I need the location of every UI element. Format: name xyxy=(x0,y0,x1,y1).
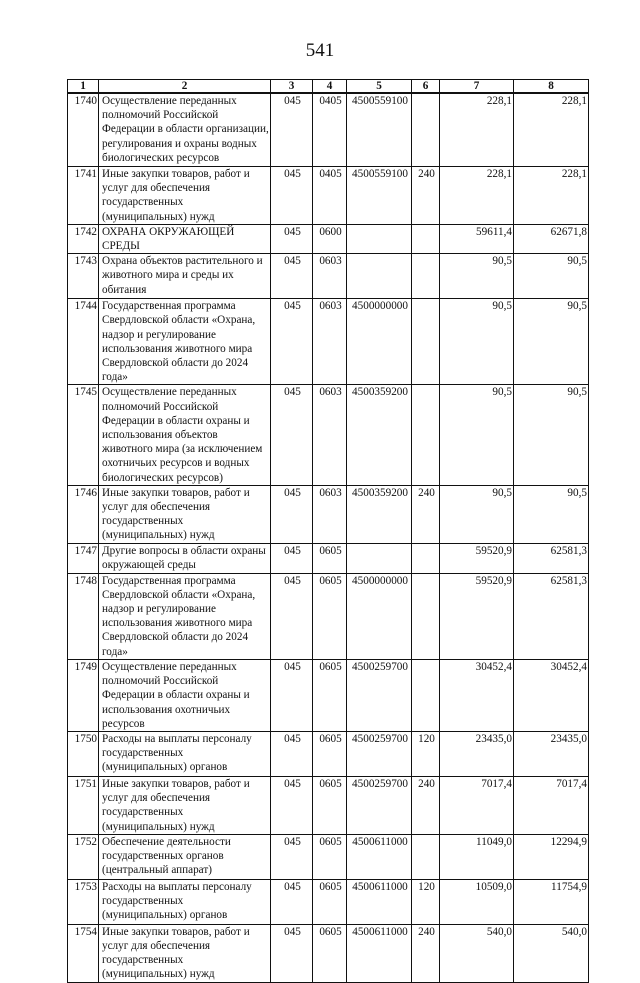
row-number-cell: 1747 xyxy=(68,543,99,573)
table-row xyxy=(68,834,589,879)
amount-year2-cell: 62671,8 xyxy=(514,224,589,253)
table-row xyxy=(68,224,589,253)
target-article-cell xyxy=(347,543,412,573)
row-number-cell: 1744 xyxy=(68,299,99,385)
target-article-cell: 4500000000 xyxy=(347,573,412,659)
ministry-code-cell: 045 xyxy=(271,485,313,543)
column-header-8: 8 xyxy=(514,80,589,94)
table-row xyxy=(68,776,589,834)
section-code-cell: 0405 xyxy=(313,167,347,225)
expense-type-cell xyxy=(412,834,440,879)
expense-type-cell xyxy=(412,93,440,167)
amount-year1-cell: 90,5 xyxy=(440,485,514,543)
row-number-cell: 1752 xyxy=(68,834,99,879)
item-name-cell: Расходы на выплаты персоналу государственных (муниципальных) органов xyxy=(99,879,271,924)
item-name-cell: Другие вопросы в области охраны окружающей среды xyxy=(99,543,271,573)
amount-year1-cell: 59520,9 xyxy=(440,543,514,573)
section-code-cell: 0605 xyxy=(313,731,347,776)
expense-type-cell: 240 xyxy=(412,485,440,543)
row-number-cell: 1740 xyxy=(68,93,99,167)
amount-year2-cell: 62581,3 xyxy=(514,573,589,659)
amount-year1-cell: 90,5 xyxy=(440,299,514,385)
amount-year2-cell: 90,5 xyxy=(514,254,589,299)
ministry-code-cell: 045 xyxy=(271,731,313,776)
table-body xyxy=(68,93,589,982)
column-header-4: 4 xyxy=(313,80,347,94)
table-row xyxy=(68,254,589,299)
row-number-cell: 1742 xyxy=(68,224,99,253)
section-code-cell: 0605 xyxy=(313,879,347,924)
amount-year1-cell: 59520,9 xyxy=(440,573,514,659)
page-number: 541 xyxy=(305,40,335,61)
table-row xyxy=(68,879,589,924)
item-name-cell: Иные закупки товаров, работ и услуг для обеспечения государственных (муниципальных) нужд xyxy=(99,776,271,834)
table-header-row xyxy=(68,80,589,94)
expense-type-cell: 120 xyxy=(412,879,440,924)
row-number-cell: 1753 xyxy=(68,879,99,924)
column-header-6: 6 xyxy=(412,80,440,94)
expense-type-cell: 120 xyxy=(412,731,440,776)
amount-year2-cell: 23435,0 xyxy=(514,731,589,776)
section-code-cell: 0603 xyxy=(313,254,347,299)
table-row xyxy=(68,543,589,573)
column-header-1: 1 xyxy=(68,80,99,94)
target-article-cell: 4500000000 xyxy=(347,299,412,385)
item-name-cell: Осуществление переданных полномочий Российской Федерации в области организации, регулирования и охраны водных биологических ресурсов xyxy=(99,93,271,167)
ministry-code-cell: 045 xyxy=(271,834,313,879)
section-code-cell: 0605 xyxy=(313,834,347,879)
column-header-7: 7 xyxy=(440,80,514,94)
table-row xyxy=(68,385,589,485)
target-article-cell: 4500259700 xyxy=(347,659,412,731)
row-number-cell: 1746 xyxy=(68,485,99,543)
item-name-cell: Расходы на выплаты персоналу государственных (муниципальных) органов xyxy=(99,731,271,776)
amount-year1-cell: 11049,0 xyxy=(440,834,514,879)
row-number-cell: 1751 xyxy=(68,776,99,834)
row-number-cell: 1745 xyxy=(68,385,99,485)
ministry-code-cell: 045 xyxy=(271,224,313,253)
section-code-cell: 0603 xyxy=(313,485,347,543)
item-name-cell: Иные закупки товаров, работ и услуг для обеспечения государственных (муниципальных) нужд xyxy=(99,924,271,982)
amount-year1-cell: 228,1 xyxy=(440,167,514,225)
amount-year2-cell: 90,5 xyxy=(514,385,589,485)
expense-type-cell xyxy=(412,543,440,573)
table-row xyxy=(68,167,589,225)
table-row xyxy=(68,299,589,385)
ministry-code-cell: 045 xyxy=(271,924,313,982)
row-number-cell: 1749 xyxy=(68,659,99,731)
ministry-code-cell: 045 xyxy=(271,254,313,299)
row-number-cell: 1741 xyxy=(68,167,99,225)
section-code-cell: 0405 xyxy=(313,93,347,167)
amount-year1-cell: 10509,0 xyxy=(440,879,514,924)
amount-year1-cell: 59611,4 xyxy=(440,224,514,253)
section-code-cell: 0605 xyxy=(313,924,347,982)
item-name-cell: Осуществление переданных полномочий Российской Федерации в области охраны и использования объектов животного мира (за исключением охотничьих ресурсов и водных биологических ресурсов) xyxy=(99,385,271,485)
row-number-cell: 1743 xyxy=(68,254,99,299)
expense-type-cell xyxy=(412,385,440,485)
target-article-cell: 4500611000 xyxy=(347,924,412,982)
amount-year1-cell: 7017,4 xyxy=(440,776,514,834)
table-row xyxy=(68,924,589,982)
item-name-cell: Государственная программа Свердловской области «Охрана, надзор и регулирование использования животного мира Свердловской области до 2024 года» xyxy=(99,573,271,659)
target-article-cell: 4500259700 xyxy=(347,776,412,834)
target-article-cell: 4500559100 xyxy=(347,93,412,167)
table-row xyxy=(68,659,589,731)
ministry-code-cell: 045 xyxy=(271,879,313,924)
target-article-cell: 4500559100 xyxy=(347,167,412,225)
ministry-code-cell: 045 xyxy=(271,167,313,225)
expense-type-cell: 240 xyxy=(412,167,440,225)
target-article-cell xyxy=(347,224,412,253)
amount-year2-cell: 228,1 xyxy=(514,167,589,225)
amount-year2-cell: 90,5 xyxy=(514,299,589,385)
expense-type-cell: 240 xyxy=(412,924,440,982)
amount-year1-cell: 90,5 xyxy=(440,385,514,485)
ministry-code-cell: 045 xyxy=(271,299,313,385)
amount-year2-cell: 12294,9 xyxy=(514,834,589,879)
amount-year2-cell: 540,0 xyxy=(514,924,589,982)
table-row xyxy=(68,485,589,543)
section-code-cell: 0600 xyxy=(313,224,347,253)
expense-type-cell xyxy=(412,254,440,299)
amount-year2-cell: 62581,3 xyxy=(514,543,589,573)
amount-year2-cell: 11754,9 xyxy=(514,879,589,924)
amount-year2-cell: 7017,4 xyxy=(514,776,589,834)
expense-type-cell: 240 xyxy=(412,776,440,834)
section-code-cell: 0605 xyxy=(313,776,347,834)
expense-type-cell xyxy=(412,224,440,253)
amount-year1-cell: 90,5 xyxy=(440,254,514,299)
target-article-cell: 4500611000 xyxy=(347,879,412,924)
ministry-code-cell: 045 xyxy=(271,659,313,731)
row-number-cell: 1748 xyxy=(68,573,99,659)
section-code-cell: 0603 xyxy=(313,299,347,385)
ministry-code-cell: 045 xyxy=(271,543,313,573)
row-number-cell: 1754 xyxy=(68,924,99,982)
budget-table xyxy=(67,79,589,983)
item-name-cell: Обеспечение деятельности государственных органов (центральный аппарат) xyxy=(99,834,271,879)
amount-year2-cell: 228,1 xyxy=(514,93,589,167)
section-code-cell: 0605 xyxy=(313,543,347,573)
item-name-cell: Иные закупки товаров, работ и услуг для обеспечения государственных (муниципальных) нужд xyxy=(99,485,271,543)
amount-year1-cell: 540,0 xyxy=(440,924,514,982)
target-article-cell: 4500259700 xyxy=(347,731,412,776)
column-header-3: 3 xyxy=(271,80,313,94)
row-number-cell: 1750 xyxy=(68,731,99,776)
column-header-2: 2 xyxy=(99,80,271,94)
expense-type-cell xyxy=(412,299,440,385)
target-article-cell: 4500359200 xyxy=(347,385,412,485)
section-code-cell: 0605 xyxy=(313,659,347,731)
target-article-cell: 4500611000 xyxy=(347,834,412,879)
item-name-cell: ОХРАНА ОКРУЖАЮЩЕЙ СРЕДЫ xyxy=(99,224,271,253)
amount-year2-cell: 30452,4 xyxy=(514,659,589,731)
item-name-cell: Осуществление переданных полномочий Российской Федерации в области охраны и использования охотничьих ресурсов xyxy=(99,659,271,731)
column-header-5: 5 xyxy=(347,80,412,94)
ministry-code-cell: 045 xyxy=(271,385,313,485)
item-name-cell: Охрана объектов растительного и животного мира и среды их обитания xyxy=(99,254,271,299)
expense-type-cell xyxy=(412,659,440,731)
amount-year1-cell: 23435,0 xyxy=(440,731,514,776)
target-article-cell xyxy=(347,254,412,299)
table-row xyxy=(68,573,589,659)
ministry-code-cell: 045 xyxy=(271,93,313,167)
section-code-cell: 0605 xyxy=(313,573,347,659)
amount-year1-cell: 228,1 xyxy=(440,93,514,167)
target-article-cell: 4500359200 xyxy=(347,485,412,543)
table-row xyxy=(68,93,589,167)
item-name-cell: Государственная программа Свердловской области «Охрана, надзор и регулирование использования животного мира Свердловской области до 2024 года» xyxy=(99,299,271,385)
amount-year1-cell: 30452,4 xyxy=(440,659,514,731)
amount-year2-cell: 90,5 xyxy=(514,485,589,543)
table-row xyxy=(68,731,589,776)
ministry-code-cell: 045 xyxy=(271,573,313,659)
ministry-code-cell: 045 xyxy=(271,776,313,834)
expense-type-cell xyxy=(412,573,440,659)
item-name-cell: Иные закупки товаров, работ и услуг для обеспечения государственных (муниципальных) нужд xyxy=(99,167,271,225)
section-code-cell: 0603 xyxy=(313,385,347,485)
